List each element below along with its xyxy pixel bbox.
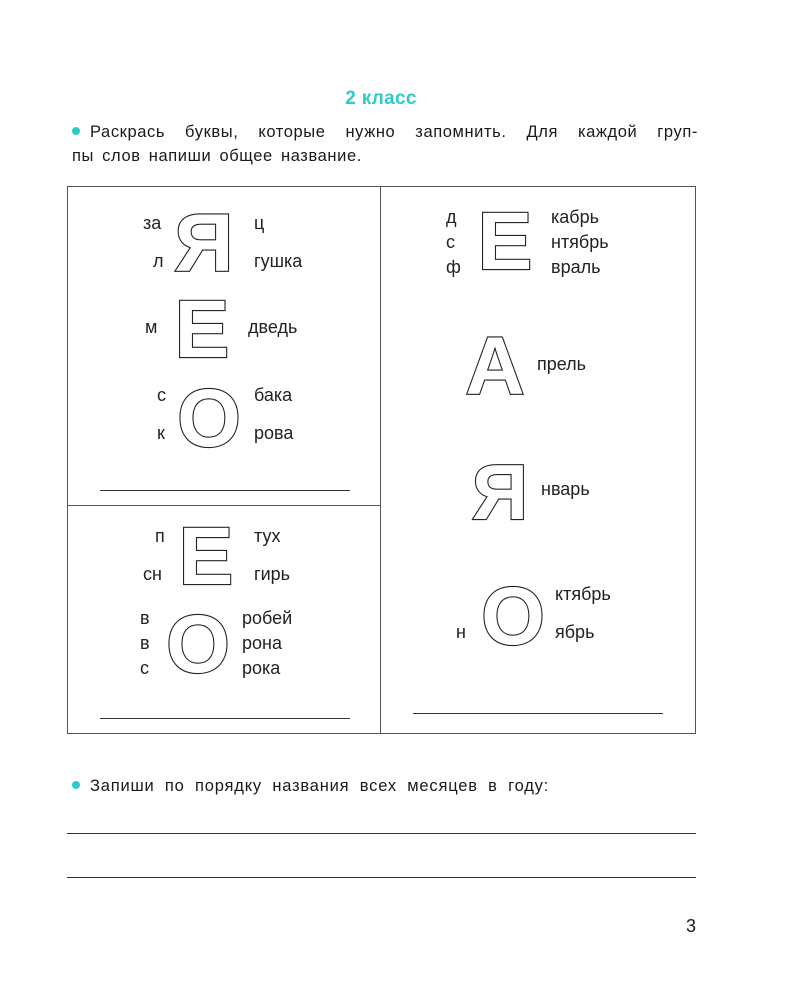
word-part-right: нварь [541,479,590,499]
outline-letter-ya[interactable] [468,448,532,536]
outline-letter-e[interactable] [475,196,535,287]
answer-line[interactable] [100,490,350,491]
word-part-left: в [140,633,150,653]
word-part-right: тух [254,526,281,546]
word-part-right: ц [254,213,265,233]
bullet-icon [72,127,80,135]
task-1-instruction [72,120,698,168]
bullet-icon [72,781,80,789]
task-1-line-2: пы слов напиши общее название. [72,147,362,165]
outline-letter-o[interactable] [478,571,548,662]
word-part-left: сн [143,564,162,584]
word-part-left: в [140,608,150,628]
word-part-right: ктябрь [555,584,611,604]
letter-text: Е [477,196,533,287]
outline-letter-o[interactable] [175,373,243,464]
outline-letter-o[interactable] [163,599,233,690]
answer-line[interactable] [413,713,663,714]
word-part-left: с [140,658,149,678]
word-part-left: н [456,622,466,642]
task-2-instruction [72,774,698,798]
letter-text: О [481,571,545,662]
letter-text: Я [174,198,234,289]
word-part-right: робей [242,608,293,628]
word-part-left: с [157,385,166,405]
outline-letter-e[interactable] [172,284,232,375]
letter-text: О [166,599,230,690]
answer-line[interactable] [100,718,350,719]
answer-line[interactable] [67,877,696,878]
word-part-right: гирь [254,564,291,584]
frame-horizontal-divider [67,505,381,506]
word-part-right: бака [254,385,293,405]
word-part-right: дведь [248,317,298,337]
frame-vertical-divider [380,186,381,734]
letter-text: О [177,373,241,464]
word-part-left: ф [446,257,461,277]
word-part-right: враль [551,257,601,277]
letter-text: Е [178,511,234,602]
word-part-left: за [143,213,162,233]
word-part-right: прель [537,354,587,374]
word-part-right: гушка [254,251,303,271]
letter-text: Я [471,448,529,536]
word-part-right: рова [254,423,294,443]
word-part-right: ябрь [555,622,595,642]
task-1-line-1: Раскрась буквы, которые нужно запомнить. Для каждой груп- [90,123,698,141]
letter-text: Е [174,284,230,375]
word-part-left: п [155,526,165,546]
word-part-left: к [157,423,165,443]
word-part-left: с [446,232,455,252]
word-part-right: рока [242,658,281,678]
word-part-left: д [446,207,457,227]
word-part-left: л [153,251,164,271]
page-title: 2 класс [345,88,417,109]
outline-letter-e[interactable] [176,511,236,602]
outline-letter-a[interactable] [461,321,529,412]
word-part-right: рона [242,633,282,653]
word-part-left: м [145,317,158,337]
task-2-text: Запиши по порядку названия всех месяцев в году: [90,777,550,795]
answer-line[interactable] [67,833,696,834]
word-part-right: нтябрь [551,232,609,252]
page-number: 3 [686,916,697,936]
word-part-right: кабрь [551,207,599,227]
letter-text: А [465,321,525,412]
outline-letter-ya[interactable] [172,198,236,289]
